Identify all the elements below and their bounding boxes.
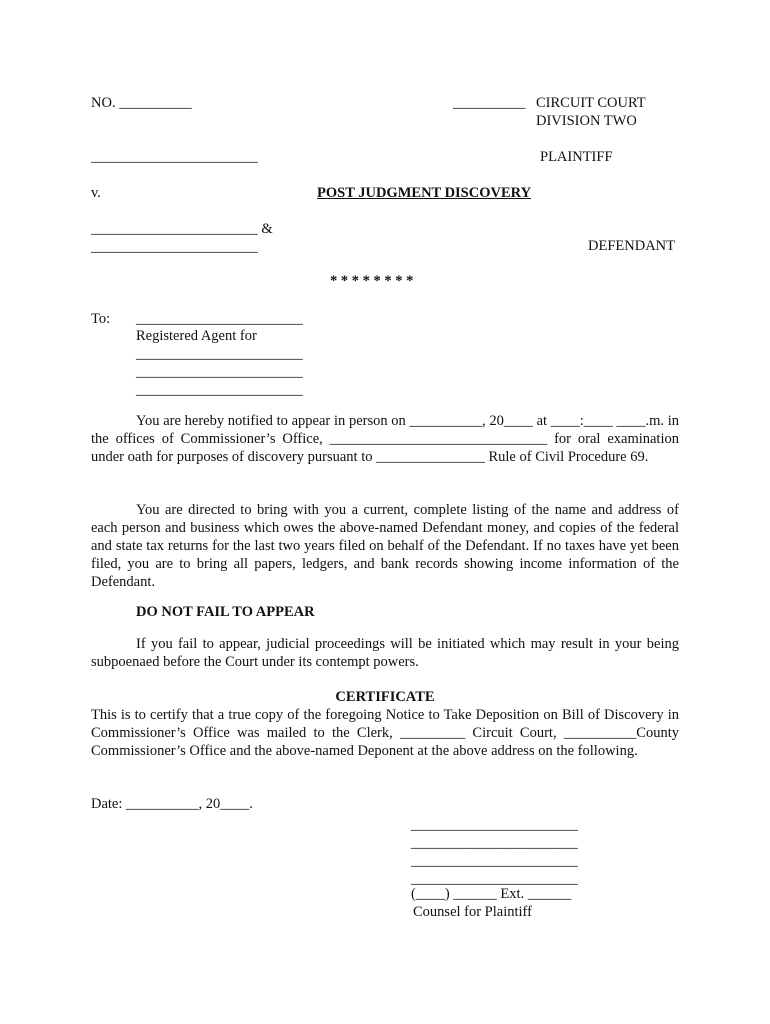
court-name: CIRCUIT COURT [536,95,646,111]
appearance-text: You are hereby notified to appear in person on __________, 20____ at ____:____ ____.m. in the offices of Commissioner’s Office, ______________________________ for oral examination under oath for purposes of discovery pursuant to _______________ Rule of Civil Procedure 69. [91,413,679,465]
appearance-paragraph [91,412,679,466]
certificate-date: Date: __________, 20____. [91,796,253,812]
to-label: To: [91,311,111,327]
court-blank: __________ [453,95,526,111]
to-line-3: _______________________ [136,346,303,362]
plaintiff-blank: _______________________ [91,149,258,165]
defendant-blank-2: _______________________ [91,239,258,255]
to-line-5: _______________________ [136,382,303,398]
signature-phone: (____) ______ Ext. ______ [411,886,572,902]
defendant-blank-1: _______________________ & [91,221,273,237]
counsel-label: Counsel for Plaintiff [413,904,532,920]
defendant-label: DEFENDANT [588,238,675,254]
to-line-1: _______________________ [136,311,303,327]
contempt-text: If you fail to appear, judicial proceedings will be initiated which may result in your being subpoenaed before the Court under its contempt powers. [91,636,679,670]
case-number: NO. __________ [91,95,192,111]
signature-line-2: _______________________ [411,835,578,851]
certificate-heading: CERTIFICATE [335,689,435,705]
documents-text: You are directed to bring with you a current, complete listing of the name and address of each person and business which owes the above-named Defendant money, and copies of the federal and state tax returns for the last two years filed on behalf of the Defendant. If no taxes have yet been filed, you are to bring all papers, ledgers, and bank records showing income information of the Defendant. [91,502,679,590]
to-line-4: _______________________ [136,364,303,380]
registered-agent-label: Registered Agent for [136,328,257,344]
signature-line-3: _______________________ [411,853,578,869]
separator: * * * * * * * * [330,273,414,289]
certificate-text: This is to certify that a true copy of the foregoing Notice to Take Deposition on Bill of Discovery in Commissioner’s Office was mailed to the Clerk, _________ Circuit Court, __________County Commissioner’s Office and the above-named Deponent at the above address on the following. [91,707,679,759]
court-division: DIVISION TWO [536,113,637,129]
contempt-paragraph [91,635,679,671]
document-title: POST JUDGMENT DISCOVERY [317,185,532,201]
signature-line-1: _______________________ [411,817,578,833]
versus: v. [91,185,101,201]
documents-paragraph [91,501,679,591]
signature-line-4: _______________________ [411,871,578,887]
warning-heading: DO NOT FAIL TO APPEAR [136,604,315,620]
plaintiff-label: PLAINTIFF [540,149,613,165]
